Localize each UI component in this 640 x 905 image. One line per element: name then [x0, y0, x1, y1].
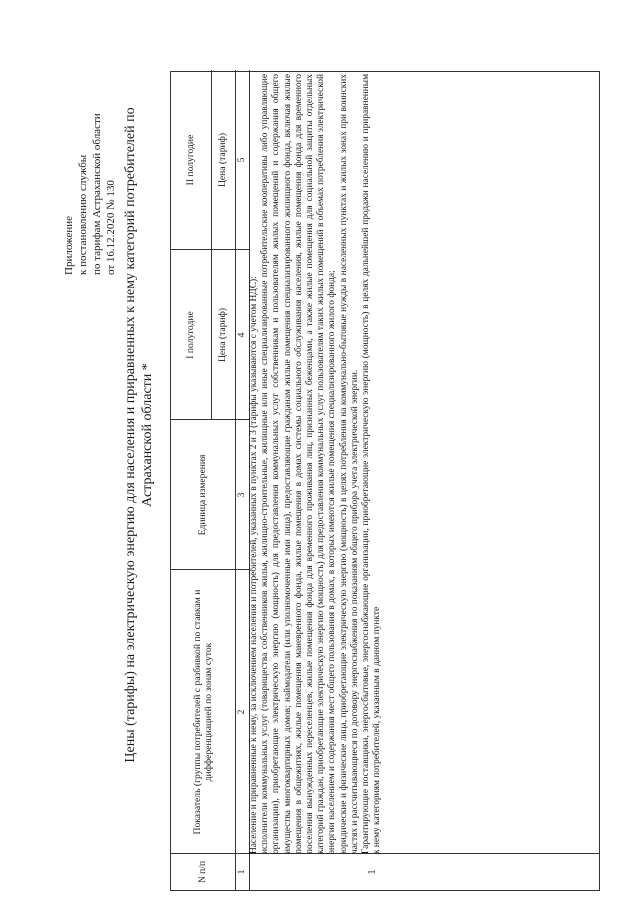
colnum-4: 4: [236, 332, 248, 338]
colnum-5: 5: [236, 157, 248, 163]
row-1-text: [249, 74, 383, 854]
tariff-table: [170, 71, 600, 891]
header-indicator: Показатель (группы потребителей с разбивкой по ставкам и дифференциацией по зонам суток: [191, 589, 214, 835]
row-1-number: 1: [367, 869, 378, 875]
header-price-2: Цена (тариф): [217, 132, 229, 188]
header-half-1: I полугодие: [185, 311, 197, 359]
colnum-3: 3: [236, 492, 248, 498]
appendix-line-4: от 16.12.2020 № 130: [105, 180, 117, 275]
colnum-2: 2: [236, 709, 248, 715]
appendix-line-1: Приложение: [63, 215, 75, 275]
row-1-paragraph-1: Население и приравненные к нему, за исключением населения и потребителей, указанных в пунктах 2 и 3 (тарифы указываются с учетом НДС):: [249, 276, 259, 854]
appendix-line-2: к постановлению службы: [77, 154, 89, 275]
colnum-1: 1: [236, 869, 248, 875]
header-price-1: Цена (тариф): [217, 307, 229, 363]
header-num: N п/п: [197, 860, 209, 884]
header-half-2: II полугодие: [185, 134, 197, 186]
document-title: [122, 85, 156, 785]
title-line-1: Цены (тарифы) на электрическую энергию для населения и приравненных к нему категорий потребителей по: [123, 107, 138, 763]
header-unit: Единица измерения: [197, 454, 209, 536]
title-line-2: Астраханской области *: [140, 363, 155, 507]
row-1-paragraph-4: Гарантирующие поставщики, энергосбытовые, энергоснабжающие организации, приобретающие электрическую энергию (мощность) в целях дальнейшей продажи населению и приравненным к нему категориям потребителей, указанным в данном пункте: [361, 74, 383, 854]
row-1-paragraph-3: юридические и физические лица, приобретающие электрическую энергию (мощность) в целях потребления на коммунально-бытовые нужды в населенных пунктах и жилых зонах при воинских частях и рассчитывающиеся по договору энергоснабжения по показаниям общего прибора учета электрической энергии.: [338, 74, 360, 854]
row-1-paragraph-2: исполнители коммунальных услуг (товарищества собственников жилья, жилищно-строительные, жилищные или иные специализированные потребительские кооперативы либо управляющие организации), приобретающие электрическую энергию (мощность) для предоставления коммунальных услуг собственникам и пользователям жилых помещений и содержания общего имущества многоквартирных домов; наймодатели (или уполномоченные ими лица), предоставляющие гражданам жилые помещения специализированного жилищного фонда, включая жилые помещения в общежитиях, жилые помещения маневренного фонда, жилые помещения в домах системы социального обслуживания населения, жилые помещения фонда для временного поселения вынужденных переселенцев, жилые помещения фонда для временного проживания лиц, признанных беженцами, а также жилые помещения для социальной защиты отдельных категорий граждан, приобретающие электрическую энергию (мощность) для предоставления коммунальных услуг пользователям таких жилых помещений в объемах потребления электрической энергии населением и содержания мест общего пользования в домах, в которых имеются жилые помещения специализированного жилого фонда;: [260, 74, 338, 854]
appendix-block: [62, 25, 118, 275]
appendix-line-3: по тарифам Астраханской области: [91, 113, 103, 275]
